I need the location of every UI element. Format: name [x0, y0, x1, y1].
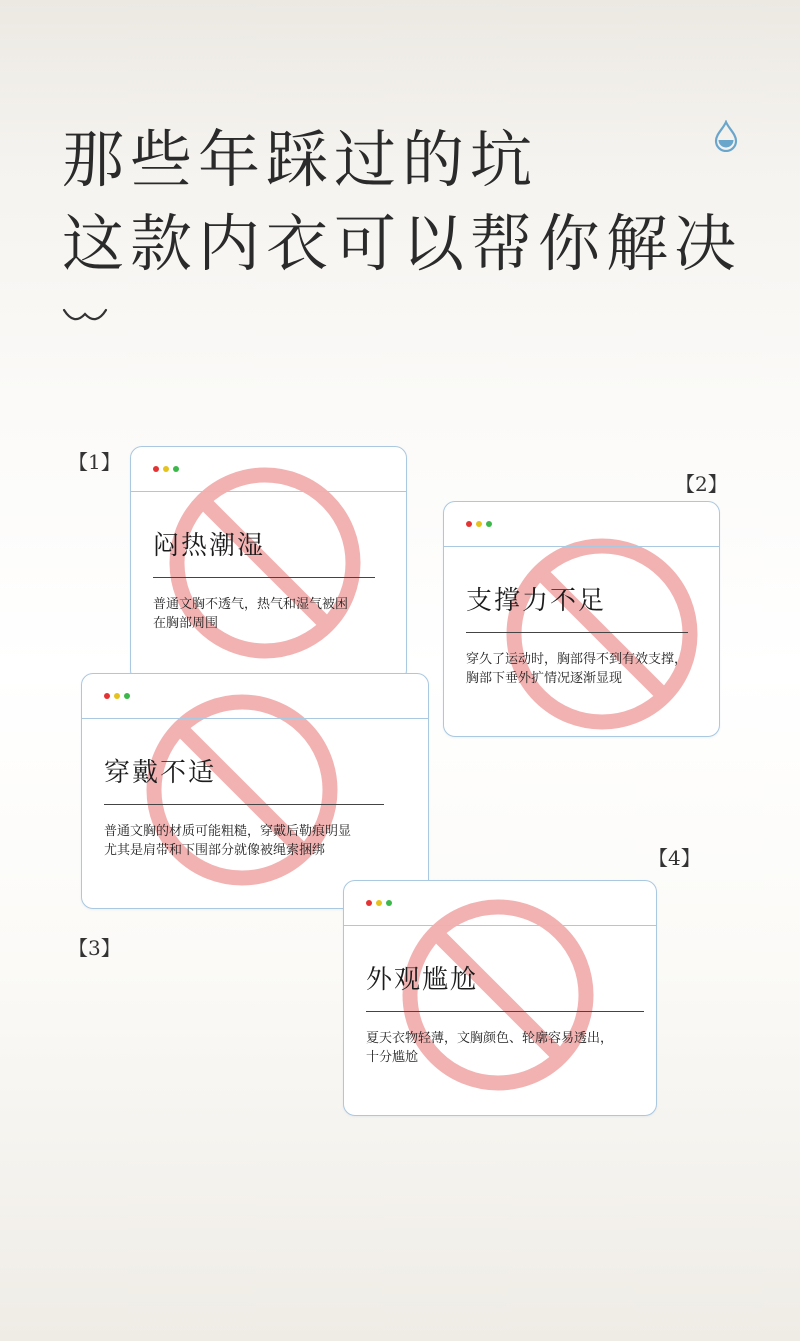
card-description-line: 在胸部周围: [153, 616, 219, 631]
window-dots: [153, 466, 183, 472]
card-title: 穿戴不适: [104, 758, 217, 788]
card-description-line: 穿久了运动时，胸部得不到有效支撑，: [466, 652, 688, 667]
card-label-4: 【4】: [648, 846, 701, 870]
yellow-dot-icon: [476, 521, 482, 527]
card-label-2: 【2】: [675, 472, 728, 496]
window-dots: [366, 900, 396, 906]
problem-card-1: [130, 446, 407, 682]
yellow-dot-icon: [163, 466, 169, 472]
prohibition-icon: [142, 690, 342, 890]
card-title: 支撑力不足: [466, 586, 607, 616]
card-title: 外观尴尬: [366, 965, 479, 995]
problem-card-4: [343, 880, 657, 1116]
window-dots: [104, 693, 134, 699]
card-description-line: 普通文胸不透气，热气和湿气被困: [153, 597, 349, 612]
headline-line-1: 那些年踩过的坑: [62, 123, 539, 196]
yellow-dot-icon: [376, 900, 382, 906]
red-dot-icon: [366, 900, 372, 906]
smile-curve-icon: [62, 306, 108, 326]
green-dot-icon: [386, 900, 392, 906]
red-dot-icon: [104, 693, 110, 699]
window-bar: [82, 674, 428, 719]
card-description-line: 胸部下垂外扩情况逐渐显现: [466, 671, 623, 686]
card-description: [366, 1029, 613, 1067]
card-description-line: 尤其是肩带和下围部分就像被绳索捆绑: [104, 843, 326, 858]
green-dot-icon: [124, 693, 130, 699]
red-dot-icon: [466, 521, 472, 527]
divider: [466, 632, 688, 633]
prohibition-icon: [165, 463, 365, 663]
green-dot-icon: [486, 521, 492, 527]
card-label-3: 【3】: [68, 936, 121, 960]
problem-card-3: [81, 673, 429, 909]
divider: [104, 804, 384, 805]
water-drop-icon: [712, 120, 740, 152]
window-dots: [466, 521, 496, 527]
divider: [153, 577, 375, 578]
card-title: 闷热潮湿: [153, 531, 266, 561]
window-bar: [131, 447, 406, 492]
card-description: [153, 595, 348, 633]
card-description-line: 十分尴尬: [366, 1050, 419, 1065]
problem-card-2: [443, 501, 720, 737]
divider: [366, 1011, 644, 1012]
window-bar: [444, 502, 719, 547]
headline-line-2: 这款内衣可以帮你解决: [62, 207, 743, 280]
yellow-dot-icon: [114, 693, 120, 699]
window-bar: [344, 881, 656, 926]
headline: [62, 118, 742, 286]
red-dot-icon: [153, 466, 159, 472]
card-description-line: 普通文胸的材质可能粗糙，穿戴后勒痕明显: [104, 824, 352, 839]
green-dot-icon: [173, 466, 179, 472]
card-label-1: 【1】: [68, 450, 121, 474]
card-description: [104, 822, 351, 860]
prohibition-icon: [502, 534, 702, 734]
card-description: [466, 650, 687, 688]
card-description-line: 夏天衣物轻薄，文胸颜色、轮廓容易透出，: [366, 1031, 614, 1046]
